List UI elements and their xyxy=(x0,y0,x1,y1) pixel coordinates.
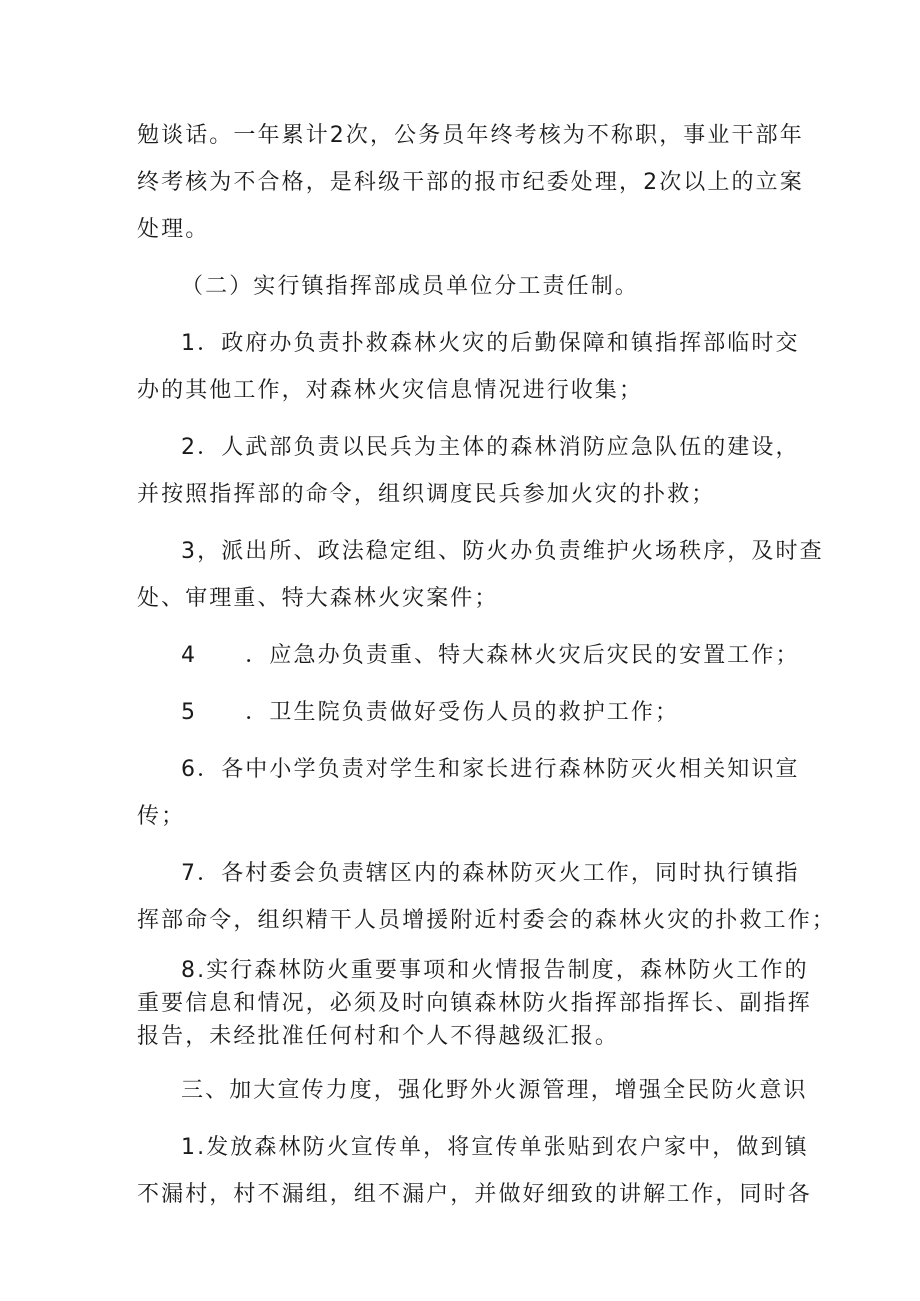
text-line: （二）实行镇指挥部成员单位分工责任制。 xyxy=(181,274,639,299)
section-heading xyxy=(137,263,800,310)
text-line: 4 ．应急办负责重、特大森林火灾后灾民的安置工作； xyxy=(181,643,800,668)
text-line: 重要信息和情况，必须及时向镇森林防火指挥部指挥长、副指挥 xyxy=(137,991,812,1016)
text-line: 办的其他工作，对森林火灾信息情况进行收集； xyxy=(137,378,644,403)
list-item-7 xyxy=(137,850,836,944)
text-line: 6．各中小学负责对学生和家长进行森林防灭火相关知识宣 xyxy=(181,757,800,782)
text-line: 处理。 xyxy=(137,217,210,242)
text-line: 报告，未经批准任何村和个人不得越级汇报。 xyxy=(137,1024,620,1049)
text-line: 2．人武部负责以民兵为主体的森林消防应急队伍的建设， xyxy=(181,435,800,460)
list-item-4 xyxy=(137,632,800,679)
text-line: 挥部命令，组织精干人员增援附近村委会的森林火灾的扑救工作； xyxy=(137,908,836,933)
list-item-3 xyxy=(137,528,824,622)
list-item-5 xyxy=(137,689,800,736)
paragraph-continuation xyxy=(137,112,804,253)
text-line: 处、审理重、特大森林火灾案件； xyxy=(137,586,499,611)
text-line: 三、加大宣传力度，强化野外火源管理，增强全民防火意识 xyxy=(181,1078,808,1103)
list-item-2 xyxy=(137,424,800,518)
list-item-8 xyxy=(137,954,812,1053)
list-item-6 xyxy=(137,746,800,840)
text-line: 勉谈话。一年累计2次，公务员年终考核为不称职，事业干部年 xyxy=(137,123,804,148)
text-line: 终考核为不合格，是科级干部的报市纪委处理，2次以上的立案 xyxy=(137,170,804,195)
text-line: 7．各村委会负责辖区内的森林防灭火工作，同时执行镇指 xyxy=(181,861,800,886)
text-line: 8.实行森林防火重要事项和火情报告制度，森林防火工作的 xyxy=(181,958,809,983)
list-item-1 xyxy=(137,320,800,414)
text-line: 1.发放森林防火宣传单，将宣传单张贴到农户家中，做到镇 xyxy=(181,1135,809,1160)
list-item-1 xyxy=(137,1124,812,1218)
text-line: 传； xyxy=(137,804,186,829)
document-body xyxy=(137,112,836,1218)
text-line: 5 ．卫生院负责做好受伤人员的救护工作； xyxy=(181,700,680,725)
text-line: 不漏村，村不漏组，组不漏户，并做好细致的讲解工作，同时各 xyxy=(137,1182,812,1207)
text-line: 并按照指挥部的命令，组织调度民兵参加火灾的扑救； xyxy=(137,482,716,507)
text-line: 1．政府办负责扑救森林火灾的后勤保障和镇指挥部临时交 xyxy=(181,331,800,356)
text-line: 3，派出所、政法稳定组、防火办负责维护火场秩序，及时查 xyxy=(181,539,824,564)
section-heading xyxy=(137,1067,808,1114)
